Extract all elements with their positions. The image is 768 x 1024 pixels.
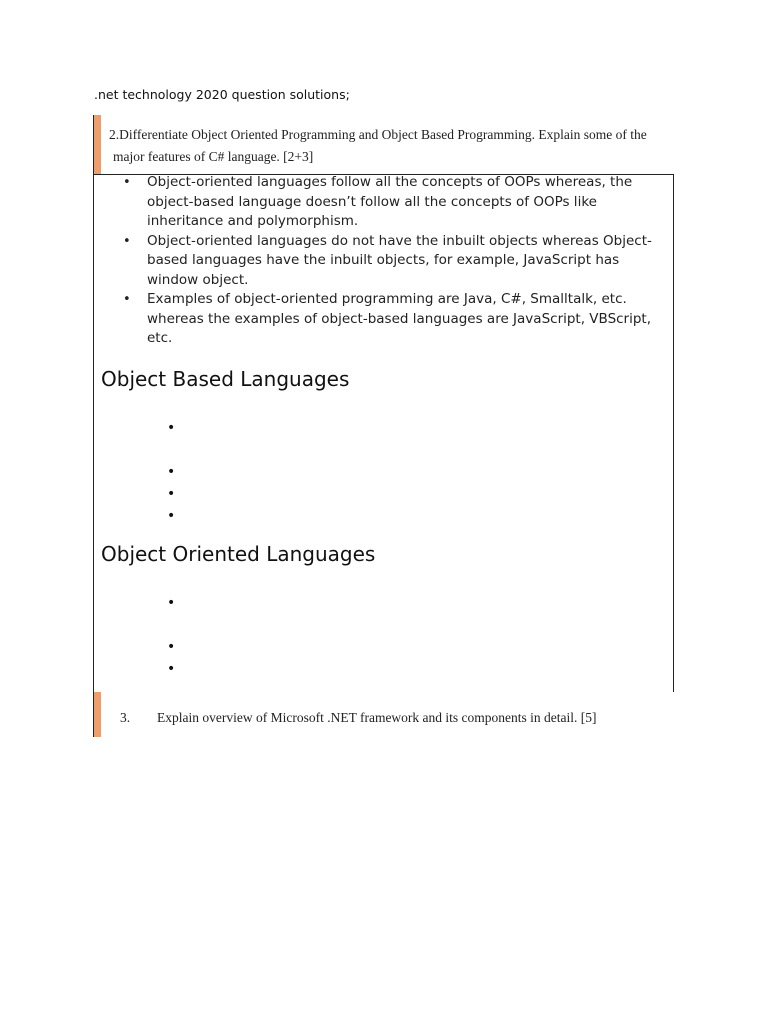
empty-bullet: • xyxy=(167,595,176,611)
question-3-text: Explain overview of Microsoft .NET framework and its components in detail. [5] xyxy=(157,710,597,725)
question-3-number: 3. xyxy=(120,710,131,725)
difference-item: • Object-oriented languages do not have the inbuilt objects whereas Object-based languages have the inbuilt objects, for example, JavaScript has window object. xyxy=(147,232,664,291)
difference-item: • Object-oriented languages follow all the concepts of OOPs whereas, the object-based language doesn’t follow all the concepts of OOPs like inheritance and polymorphism. xyxy=(147,173,664,232)
empty-bullet: • xyxy=(167,464,176,480)
question-2-line-2: major features of C# language. [2+3] xyxy=(113,149,314,164)
accent-bar xyxy=(94,115,101,174)
answer-frame xyxy=(93,115,674,737)
document-title: .net technology 2020 question solutions; xyxy=(94,87,350,102)
differences-list xyxy=(94,173,664,349)
accent-bar xyxy=(94,692,101,737)
empty-bullet: • xyxy=(167,486,176,502)
empty-bullet: • xyxy=(167,420,176,436)
difference-item: • Examples of object-oriented programming are Java, C#, Smalltalk, etc. whereas the examples of object-based languages are JavaScript, VBScript, etc. xyxy=(147,290,664,349)
empty-bullet: • xyxy=(167,508,176,524)
empty-bullet: • xyxy=(167,639,176,655)
question-2-line-1: 2.Differentiate Object Oriented Programming and Object Based Programming. Explain some of the xyxy=(109,127,647,142)
question-2-screenshot xyxy=(94,115,674,175)
empty-bullet: • xyxy=(167,661,176,677)
object-oriented-heading: Object Oriented Languages xyxy=(101,542,376,566)
object-based-heading: Object Based Languages xyxy=(101,367,350,391)
question-3-screenshot xyxy=(94,692,674,737)
